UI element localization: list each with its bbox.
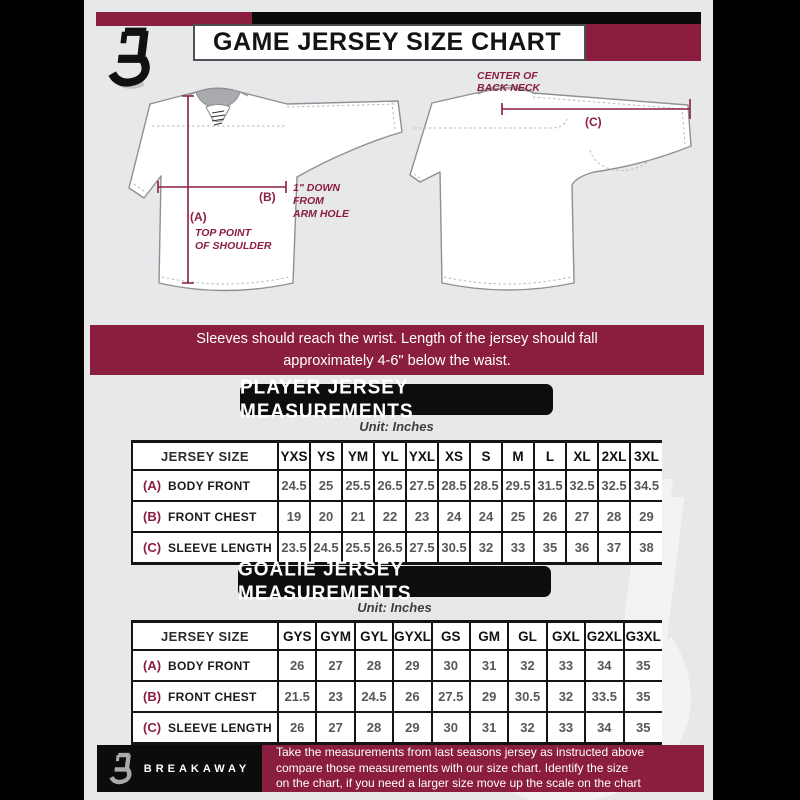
measurement-cell: 33 [547,712,585,744]
measurement-cell: 28 [355,712,393,744]
jersey-size-corner-header: JERSEY SIZE [132,622,278,651]
row-key: (A) [143,657,162,673]
measurement-cell: 32.5 [566,470,598,501]
footer-line-1: Take the measurements from last seasons jersey as instructed above [276,745,645,760]
note-b-line2: FROM [293,195,324,207]
footer-brand-box [97,745,262,792]
row-label [132,681,278,712]
footer-line-3: on the chart, if you need a larger size move up the scale on the chart [276,776,641,791]
size-column-header: 3XL [630,442,662,471]
measurement-cell: 24.5 [278,470,310,501]
measurement-cell: 34 [585,712,623,744]
title-bar [193,24,586,61]
size-chart-infographic [84,0,713,800]
measurement-cell: 25 [502,501,534,532]
measurement-cell: 23.5 [278,532,310,564]
front-jersey-diagram [129,88,402,291]
player-section-title: PLAYER JERSEY MEASUREMENTS [240,375,414,423]
measurement-cell: 23 [316,681,354,712]
size-column-header: L [534,442,566,471]
measurement-cell: 22 [374,501,406,532]
measurement-cell: 28.5 [470,470,502,501]
measurement-cell: 24 [438,501,470,532]
measurement-cell: 29.5 [502,470,534,501]
jersey-diagrams [84,60,713,325]
size-column-header: 2XL [598,442,630,471]
measurement-cell: 28 [598,501,630,532]
fit-note-banner [90,325,704,375]
measurement-cell: 27.5 [406,470,438,501]
note-b-line3: ARM HOLE [293,208,349,220]
measurement-cell: 33 [502,532,534,564]
size-column-header: GL [508,622,546,651]
measurement-cell: 29 [393,650,431,681]
measurement-cell: 28 [355,650,393,681]
measurement-cell: 31 [470,650,508,681]
measurement-cell: 27 [316,712,354,744]
measurement-cell: 26 [278,650,316,681]
measurement-cell: 34 [585,650,623,681]
measurement-cell: 26.5 [374,532,406,564]
row-name: SLEEVE LENGTH [168,540,272,555]
row-name: BODY FRONT [168,478,251,493]
row-name: SLEEVE LENGTH [168,720,272,735]
size-column-header: G3XL [624,622,662,651]
size-column-header: GM [470,622,508,651]
page-title: GAME JERSEY SIZE CHART [213,28,562,56]
measurement-cell: 30.5 [438,532,470,564]
row-key: (B) [143,508,162,524]
goalie-section-title: GOALIE JERSEY MEASUREMENTS [238,557,412,605]
measurement-cell: 26 [278,712,316,744]
measurement-cell: 25.5 [342,532,374,564]
row-label [132,470,278,501]
footer-line-2: compare those measurements with our size chart. Identify the size [276,760,629,775]
size-column-header: XS [438,442,470,471]
measurement-cell: 33 [547,650,585,681]
back-jersey-diagram [410,70,691,290]
measurement-cell: 25.5 [342,470,374,501]
label-c: (C) [585,115,602,129]
measurement-cell: 34.5 [630,470,662,501]
measurement-cell: 32 [547,681,585,712]
measurement-cell: 27.5 [406,532,438,564]
measurement-cell: 30 [432,712,470,744]
measurement-cell: 27 [316,650,354,681]
measurement-cell: 32.5 [598,470,630,501]
row-label [132,712,278,744]
row-key: (A) [143,477,162,493]
measurement-cell: 31 [470,712,508,744]
goalie-size-table [131,620,662,745]
size-column-header: G2XL [585,622,623,651]
measurement-cell: 25 [310,470,342,501]
size-column-header: M [502,442,534,471]
title-accent-block [586,24,701,61]
measurement-cell: 26.5 [374,470,406,501]
banner-line-1: Sleeves should reach the wrist. Length of the jersey should fall [196,330,598,347]
measurement-cell: 32 [508,712,546,744]
measurement-cell: 33.5 [585,681,623,712]
row-name: BODY FRONT [168,658,251,673]
size-column-header: XL [566,442,598,471]
note-a-line2: OF SHOULDER [195,240,272,252]
size-column-header: YL [374,442,406,471]
size-column-header: GYXL [393,622,431,651]
row-key: (C) [143,719,162,735]
footer-instructions-box [262,745,704,792]
measurement-cell: 27 [566,501,598,532]
measurement-cell: 30 [432,650,470,681]
measurement-cell: 28.5 [438,470,470,501]
row-name: FRONT CHEST [168,509,257,524]
unit-label-player: Unit: Inches [359,419,434,434]
measurement-cell: 24 [470,501,502,532]
measurement-cell: 20 [310,501,342,532]
size-column-header: GS [432,622,470,651]
size-column-header: YM [342,442,374,471]
label-a: (A) [190,210,207,224]
size-column-header: YS [310,442,342,471]
size-column-header: YXL [406,442,438,471]
measurement-cell: 38 [630,532,662,564]
measurement-cell: 29 [470,681,508,712]
note-b-line1: 1" DOWN [293,182,340,194]
row-name: FRONT CHEST [168,689,257,704]
row-key: (B) [143,688,162,704]
player-size-table [131,440,662,565]
measurement-cell: 32 [470,532,502,564]
measurement-cell: 27.5 [432,681,470,712]
jersey-size-corner-header: JERSEY SIZE [132,442,278,471]
measurement-cell: 37 [598,532,630,564]
measurement-cell: 24.5 [355,681,393,712]
size-column-header: YXS [278,442,310,471]
brand-name: BREAKAWAY [143,762,251,775]
row-label [132,650,278,681]
measurement-cell: 21 [342,501,374,532]
size-column-header: GYS [278,622,316,651]
measurement-cell: 32 [508,650,546,681]
row-label [132,501,278,532]
measurement-cell: 26 [534,501,566,532]
measurement-cell: 30.5 [508,681,546,712]
measurement-cell: 29 [630,501,662,532]
measurement-cell: 35 [534,532,566,564]
note-a-line1: TOP POINT [195,227,252,239]
measurement-cell: 23 [406,501,438,532]
measurement-cell: 26 [393,681,431,712]
size-column-header: GYL [355,622,393,651]
note-c-line2: BACK NECK [477,82,540,94]
measurement-cell: 19 [278,501,310,532]
label-b: (B) [259,190,276,204]
measurement-cell: 35 [624,712,662,744]
section-header-goalie [238,557,551,605]
measurement-cell: 31.5 [534,470,566,501]
banner-line-2: approximately 4-6" below the waist. [283,353,511,369]
breakaway-logo-small-icon [109,752,135,786]
size-column-header: GXL [547,622,585,651]
section-header-player [240,375,553,423]
size-column-header: GYM [316,622,354,651]
measurement-cell: 21.5 [278,681,316,712]
measurement-cell: 35 [624,681,662,712]
size-column-header: S [470,442,502,471]
note-c-line1: CENTER OF [477,70,538,82]
measurement-cell: 29 [393,712,431,744]
unit-label-goalie: Unit: Inches [357,600,432,615]
row-key: (C) [143,539,162,555]
measurement-cell: 35 [624,650,662,681]
measurement-cell: 36 [566,532,598,564]
measurement-cell: 24.5 [310,532,342,564]
